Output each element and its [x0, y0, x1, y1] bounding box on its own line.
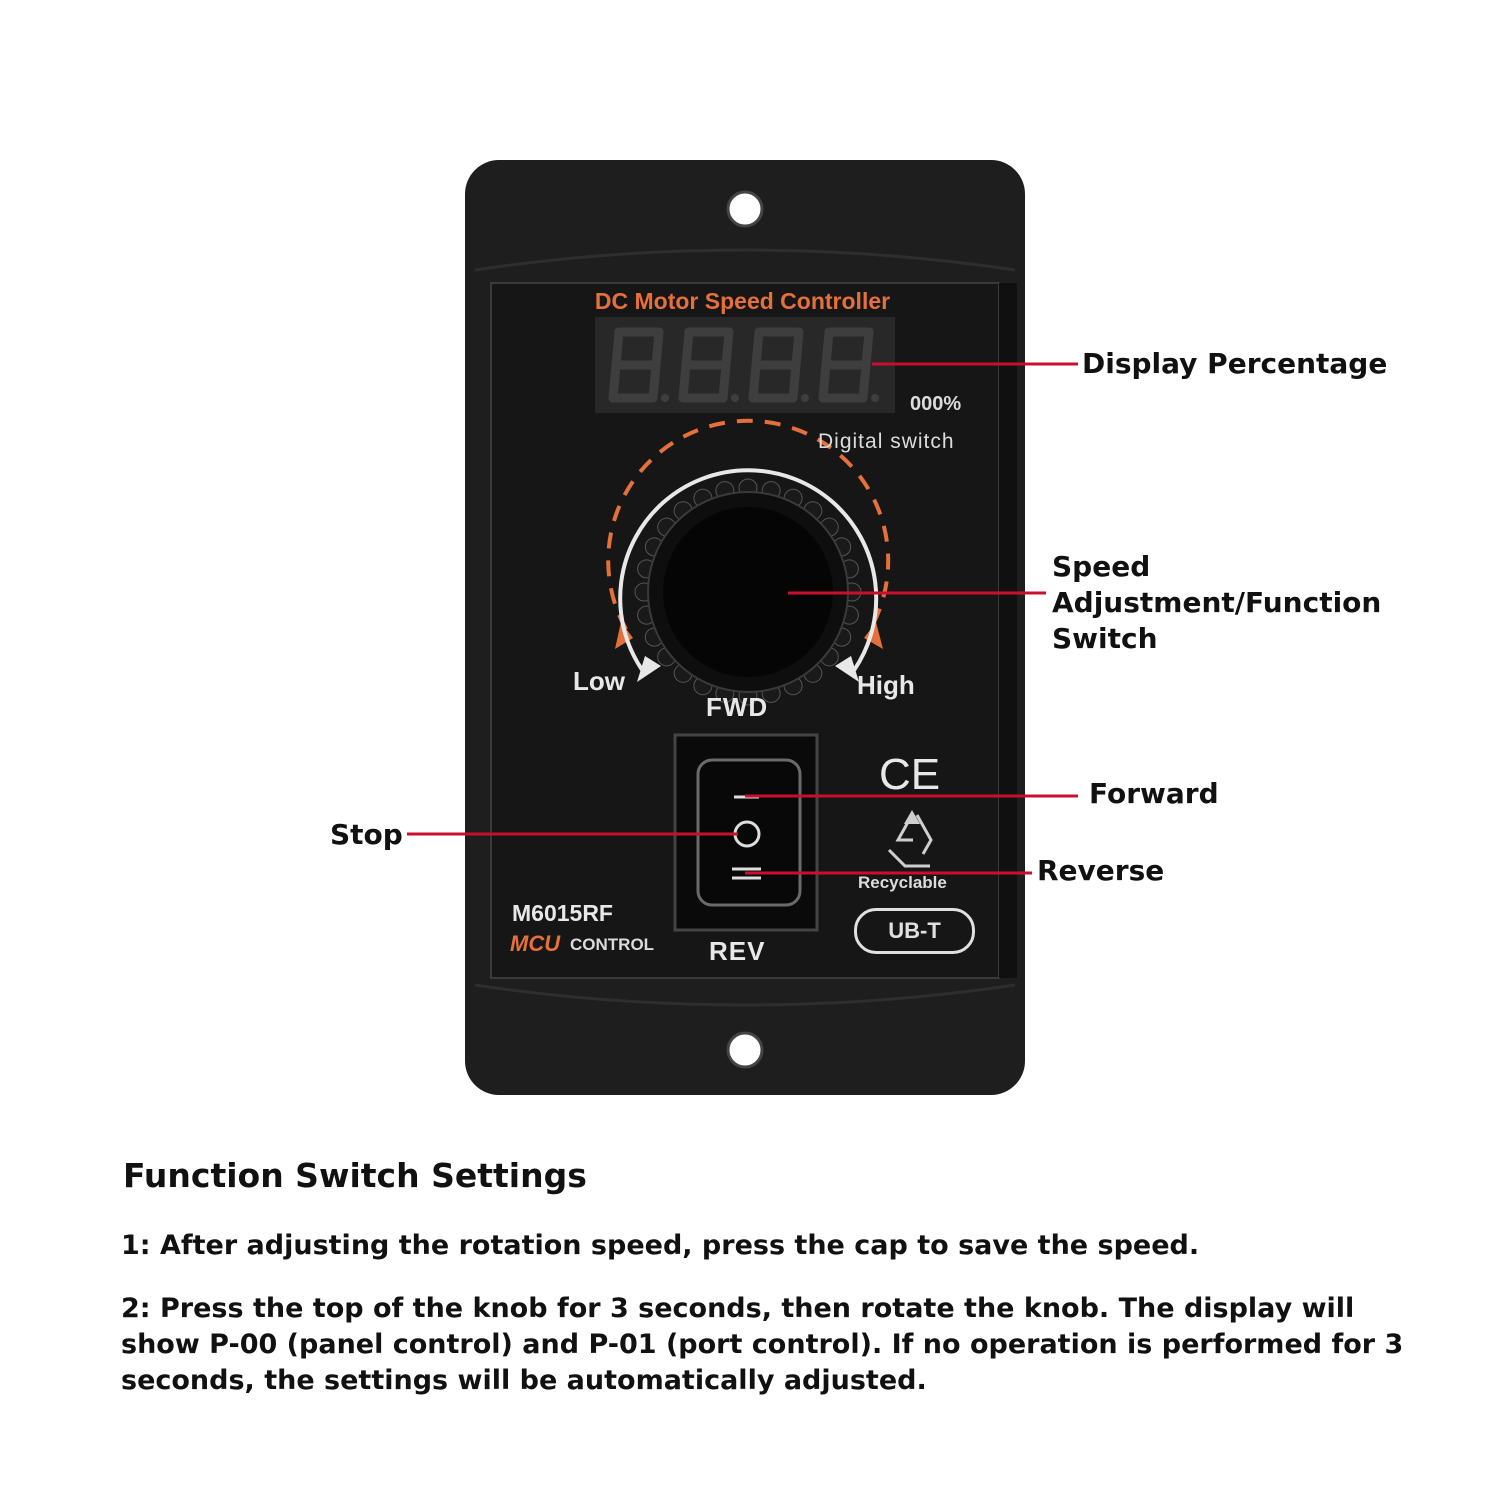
- settings-note-1: 1: After adjusting the rotation speed, press the cap to save the speed.: [121, 1230, 1200, 1261]
- device-title: DC Motor Speed Controller: [594, 288, 891, 314]
- settings-heading: Function Switch Settings: [123, 1156, 587, 1195]
- model-number: M6015RF: [512, 900, 613, 926]
- speed-controller-device: [465, 160, 1025, 1095]
- speed-adjustment-callout-line-2: Adjustment/Function: [1052, 586, 1382, 619]
- reverse-callout: Reverse: [1037, 854, 1165, 887]
- digit-1-segment-6: [616, 332, 619, 365]
- settings-note-2: 2: Press the top of the knob for 3 seconds, then rotate the knob. The display will show P-00 (panel control) and P-01 (port control). If no operation is performed for 3 seconds, the settings will be automatically adjusted.: [121, 1293, 1404, 1396]
- digit-3-segment-5: [753, 365, 756, 398]
- digit-4-dot: [871, 394, 879, 402]
- speed-adjustment-callout-line-1: Speed: [1052, 550, 1151, 583]
- mounting-hole-top: [728, 192, 762, 226]
- speed-adjustment-callout-line-3: Switch: [1052, 622, 1158, 655]
- digit-1-segment-5: [613, 365, 616, 398]
- brand-logo: UB-T: [854, 908, 975, 954]
- fwd-label: FWD: [706, 692, 769, 722]
- forward-callout: Forward: [1089, 777, 1219, 810]
- digit-2-segment-6: [686, 332, 689, 365]
- digit-2-segment-2: [726, 332, 729, 365]
- digit-1-segment-2: [656, 332, 659, 365]
- display-mode-label: Digital switch: [818, 430, 955, 453]
- mcu-label: MCU: [510, 931, 561, 956]
- control-label: CONTROL: [570, 935, 655, 954]
- digit-1-dot: [661, 394, 669, 402]
- ce-mark: CE: [879, 750, 941, 799]
- display-percentage-callout: Display Percentage: [1082, 347, 1388, 380]
- digit-2-segment-5: [683, 365, 686, 398]
- low-label: Low: [573, 666, 625, 696]
- digit-3-segment-6: [756, 332, 759, 365]
- rocker-switch[interactable]: [698, 760, 800, 905]
- digit-3-segment-3: [793, 365, 796, 398]
- speed-knob[interactable]: [663, 507, 833, 677]
- digit-1-segment-3: [653, 365, 656, 398]
- digit-4-segment-2: [866, 332, 869, 365]
- high-label: High: [857, 670, 915, 700]
- digit-4-segment-5: [823, 365, 826, 398]
- rev-label: REV: [709, 936, 766, 966]
- display-unit: 000%: [910, 393, 962, 415]
- digit-3-segment-2: [796, 332, 799, 365]
- digit-3-dot: [801, 394, 809, 402]
- stop-callout: Stop: [330, 818, 403, 851]
- speed-adjustment-callout: [1052, 549, 1381, 657]
- digit-4-segment-3: [863, 365, 866, 398]
- recyclable-label: Recyclable: [858, 873, 947, 892]
- mounting-hole-bottom: [728, 1033, 762, 1067]
- digit-2-dot: [731, 394, 739, 402]
- digit-2-segment-3: [723, 365, 726, 398]
- digit-4-segment-6: [826, 332, 829, 365]
